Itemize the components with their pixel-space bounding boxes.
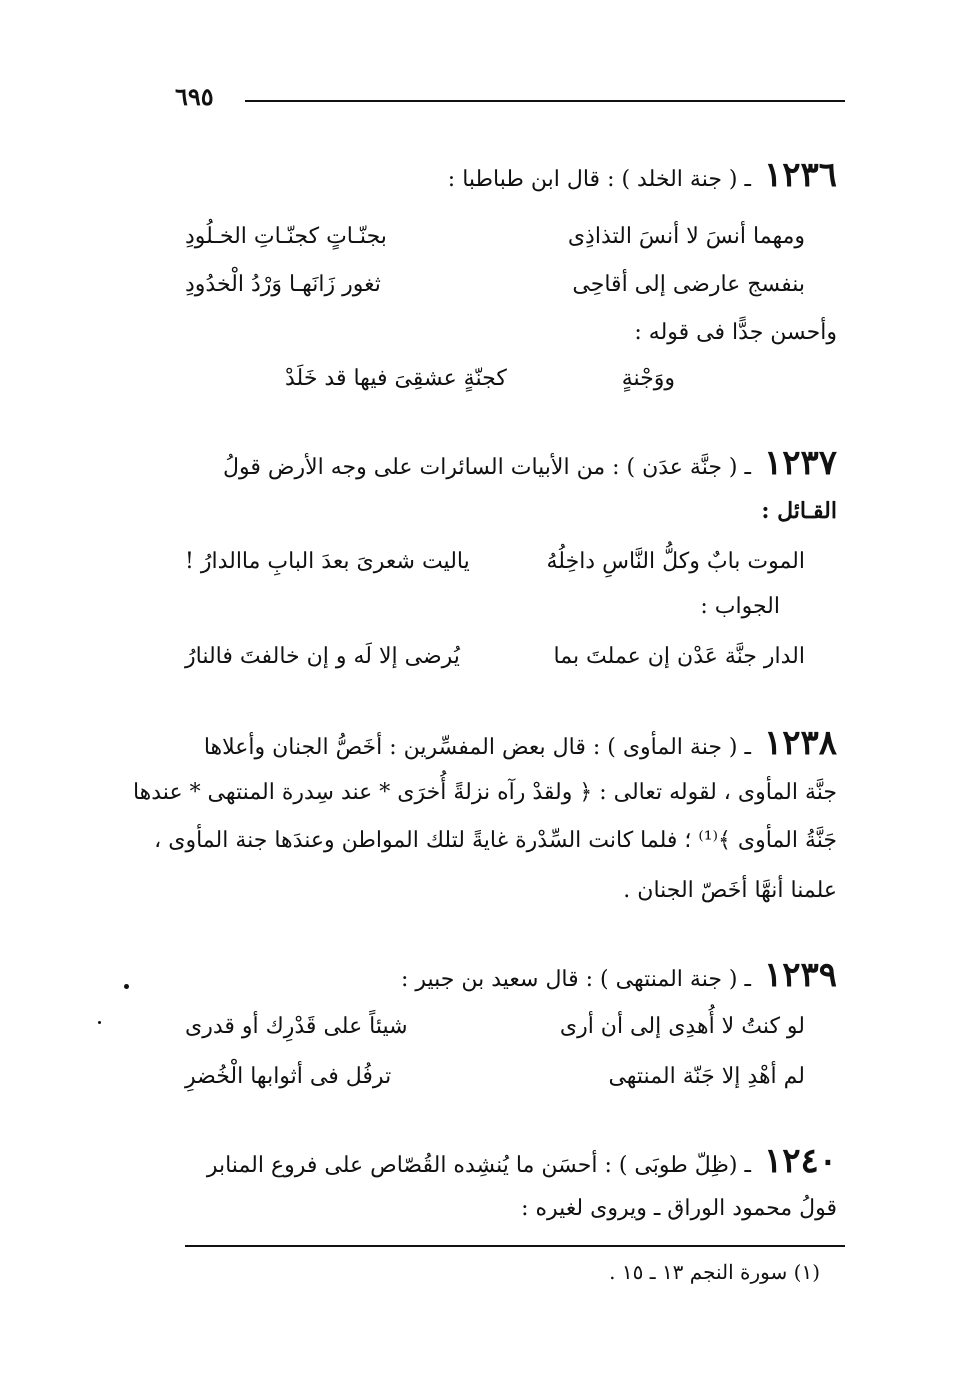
page-number: ٦٩٥ — [175, 82, 214, 111]
verse — [285, 362, 675, 396]
verse — [185, 1060, 805, 1094]
hemistich-first: لم أهْدِ إلا جَنّة المنتهى — [608, 1064, 805, 1089]
hemistich-first: ومهما أنسَ لا أنسَ التذاذِى — [567, 224, 805, 249]
entry-number: ١٢٣٧ — [763, 443, 837, 483]
footnote: (١) سورة النجم ١٣ ـ ١٥ . — [609, 1260, 820, 1284]
hemistich-first: بنفسج عارضى إلى أقاحِى — [572, 272, 805, 297]
verse — [185, 1010, 805, 1044]
entry-1236-heading — [177, 155, 837, 195]
entry-heading-text: ـ ( جنة المأوى ) : قال بعض المفسِّرين : أخَصُّ الجنان وأعلاها — [203, 735, 751, 760]
entry-number: ١٢٣٦ — [763, 155, 837, 195]
paragraph-line: علمنا أنهَّا أخَصّ الجنان . — [623, 878, 837, 903]
hemistich-second: كجنّةٍ عشقِىَ فيها قد خَلَدْ — [285, 366, 507, 391]
entry-heading-text: ـ ( جنَّة عدَن ) : من الأبيات السائرات على وجه الأرض قولُ — [223, 455, 751, 480]
hemistich-second: ياليت شعرىَ بعدَ البابِ ماالدارُ ! — [185, 549, 470, 574]
hemistich-second: ترفُل فى أثوابها الْخُضرِ — [185, 1064, 392, 1089]
entry-heading-text: ـ ( جنة الخلد ) : قال ابن طباطبا : — [447, 167, 751, 192]
hemistich-second: ثغور زَانَهـا وَرْدُ الْخدُودِ — [185, 272, 381, 297]
page-header — [175, 82, 845, 112]
verse — [185, 545, 805, 579]
entry-1239-heading — [177, 955, 837, 995]
verse — [185, 268, 805, 302]
hemistich-first: الموت بابٌ وكلُّ النَّاسِ داخِلُهُ — [546, 549, 805, 574]
hemistich-first: الدار جنَّة عَدْن إن عملتَ بما — [553, 644, 805, 669]
hemistich-first: لو كنتُ لا أُهدِى إلى أن أرى — [559, 1014, 805, 1039]
entry-1238-heading — [177, 723, 837, 763]
paragraph-line: قولُ محمود الوراق ـ ويروى لغيره : — [521, 1196, 837, 1221]
margin-mark — [124, 984, 129, 989]
paragraph-line: جنَّة المأوى ، لقوله تعالى : ﴿ ولقدْ رآه نزلةً أُخرَى * عند سِدرة المنتهى * عندها — [132, 780, 837, 805]
entry-heading-text: ـ ( جنة المنتهى ) : قال سعيد بن جبير : — [400, 967, 751, 992]
verse — [185, 220, 805, 254]
paragraph-line: جَنَّةُ المأوى ﴾⁽¹⁾ ؛ فلما كانت السِّدْرة غايةً لتلك المواطن وعندَها جنة المأوى ، — [154, 828, 837, 853]
paragraph-line: وأحسن جدًّا فى قوله : — [634, 320, 837, 345]
paragraph-line: القـائل : — [761, 498, 837, 524]
hemistich-second: يُرضى إلا لَه و إن خالفتَ فالنارُ — [185, 644, 460, 669]
entry-number: ١٢٣٩ — [763, 955, 837, 995]
verse — [185, 640, 805, 674]
entry-number: ١٢٤٠ — [763, 1141, 837, 1181]
entry-1240-heading — [177, 1141, 837, 1181]
answer-label: الجواب : — [700, 594, 780, 619]
entry-number: ١٢٣٨ — [763, 723, 837, 763]
footnote-rule — [185, 1245, 845, 1247]
hemistich-second: شيئاً على قَدْرِك أو قدرى — [185, 1014, 408, 1039]
entry-1237-heading — [177, 443, 837, 483]
entry-heading-text: ـ (ظِلّ طوبَى ) : أحسَن ما يُنشِده القُصّاص على فروع المنابر — [206, 1153, 751, 1178]
hemistich-second: بجنّـاتٍ كجنّـاتِ الخـلُودِ — [185, 224, 387, 249]
header-rule — [245, 100, 845, 102]
hemistich-first: ووَجْنةٍ — [621, 366, 675, 391]
margin-mark — [98, 1021, 101, 1024]
